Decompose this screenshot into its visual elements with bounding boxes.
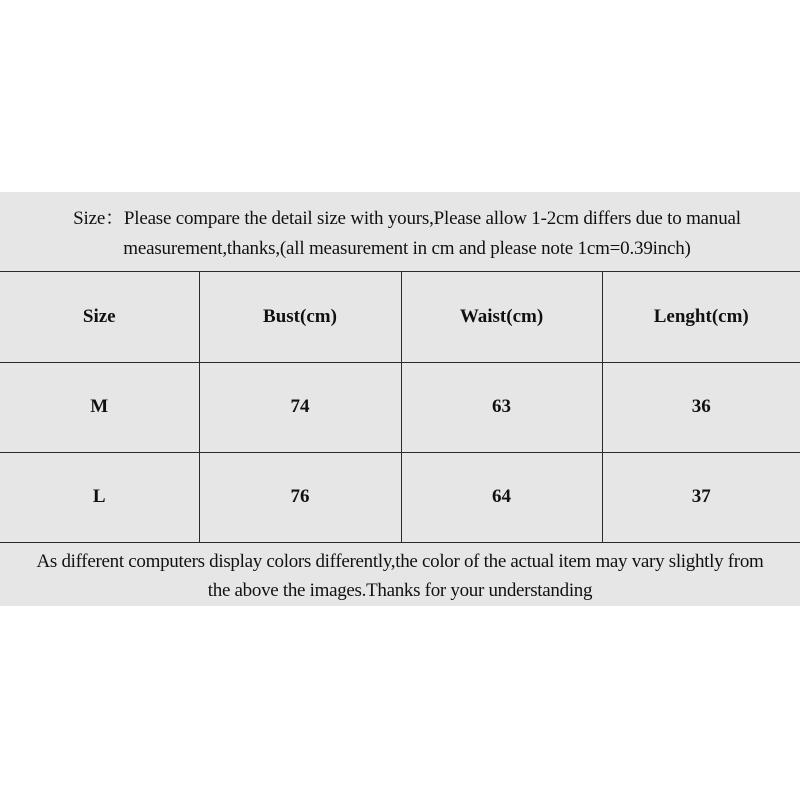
size-instruction-note xyxy=(0,192,800,272)
size-table-header-row xyxy=(0,272,800,362)
size-instruction-line-2: measurement,thanks,(all measurement in cm and please note 1cm=0.39inch) xyxy=(123,238,691,259)
waist-cell: 64 xyxy=(401,452,602,542)
size-chart-panel xyxy=(0,192,800,606)
column-header-waist: Waist(cm) xyxy=(401,272,602,362)
bust-cell: 74 xyxy=(199,362,401,452)
length-cell: 36 xyxy=(602,362,800,452)
size-cell: L xyxy=(0,452,199,542)
size-cell: M xyxy=(0,362,199,452)
bust-cell: 76 xyxy=(199,452,401,542)
size-table xyxy=(0,272,800,543)
size-instruction-line-1: Size：Please compare the detail size with yours,Please allow 1-2cm differs due to manual xyxy=(73,208,741,229)
column-header-length: Lenght(cm) xyxy=(602,272,800,362)
column-header-bust: Bust(cm) xyxy=(199,272,401,362)
color-disclaimer-line-1: As different computers display colors differently,the color of the actual item may vary slightly from xyxy=(36,551,764,572)
column-header-size: Size xyxy=(0,272,199,362)
color-disclaimer-line-2: the above the images.Thanks for your understanding xyxy=(207,580,593,601)
table-row xyxy=(0,362,800,452)
color-disclaimer-note xyxy=(0,544,800,606)
length-cell: 37 xyxy=(602,452,800,542)
waist-cell: 63 xyxy=(401,362,602,452)
table-row xyxy=(0,452,800,542)
